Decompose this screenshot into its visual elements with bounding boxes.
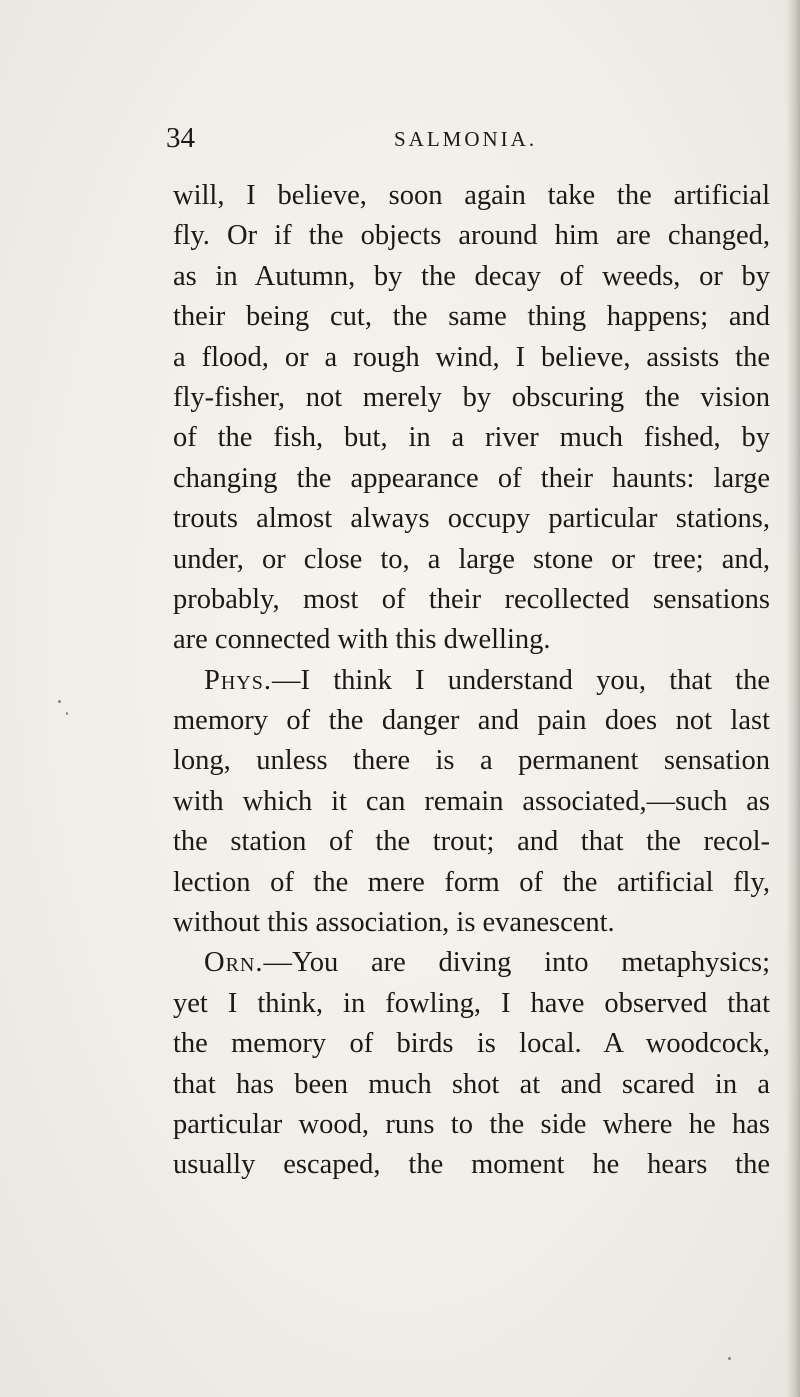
text-line: particular wood, runs to the side where he has — [173, 1108, 770, 1140]
speech-opening-line — [173, 661, 770, 701]
page-edge-shadow — [786, 0, 800, 1397]
speaker-name: Orn. — [204, 947, 264, 979]
speaker-name: Phys. — [204, 664, 272, 696]
text-line: memory of the danger and pain does not last — [173, 705, 770, 737]
speech-text: —You are diving into metaphysics; — [263, 947, 770, 979]
paper-speck — [728, 1357, 731, 1360]
text-line: with which it can remain associated,—such as — [173, 785, 770, 817]
text-line: trouts almost always occupy particular stations, — [173, 503, 770, 535]
paper-speck — [58, 700, 61, 703]
text-line: fly-fisher, not merely by obscuring the vision — [173, 381, 770, 413]
text-line: fly. Or if the objects around him are changed, — [173, 220, 770, 252]
speech-text: —I think I understand you, that the — [272, 664, 770, 696]
speech-opening-line — [173, 943, 770, 983]
text-line: the station of the trout; and that the recol- — [173, 826, 770, 858]
text-line: usually escaped, the moment he hears the — [173, 1149, 770, 1181]
text-line: as in Autumn, by the decay of weeds, or by — [173, 260, 770, 292]
text-line: a flood, or a rough wind, I believe, assists the — [173, 341, 770, 373]
text-line: lection of the mere form of the artificial fly, — [173, 866, 770, 898]
text-line: will, I believe, soon again take the artificial — [173, 180, 770, 211]
text-line: under, or close to, a large stone or tree; and, — [173, 543, 770, 575]
paper-speck — [66, 712, 68, 715]
text-line: of the fish, but, in a river much fished, by — [173, 422, 770, 454]
text-line: are connected with this dwelling. — [173, 624, 551, 656]
running-head — [0, 118, 800, 158]
body-text — [173, 176, 770, 1186]
text-line: long, unless there is a permanent sensation — [173, 745, 770, 777]
page-number: 34 — [166, 122, 195, 154]
text-line: their being cut, the same thing happens; and — [173, 301, 770, 333]
text-line: changing the appearance of their haunts: large — [173, 462, 770, 494]
text-line: probably, most of their recollected sensations — [173, 583, 770, 615]
text-line: the memory of birds is local. A woodcock, — [173, 1028, 770, 1060]
running-title: SALMONIA. — [394, 127, 538, 151]
text-line: that has been much shot at and scared in a — [173, 1068, 770, 1100]
text-line: without this association, is evanescent. — [173, 907, 615, 939]
text-line: yet I think, in fowling, I have observed that — [173, 987, 770, 1019]
